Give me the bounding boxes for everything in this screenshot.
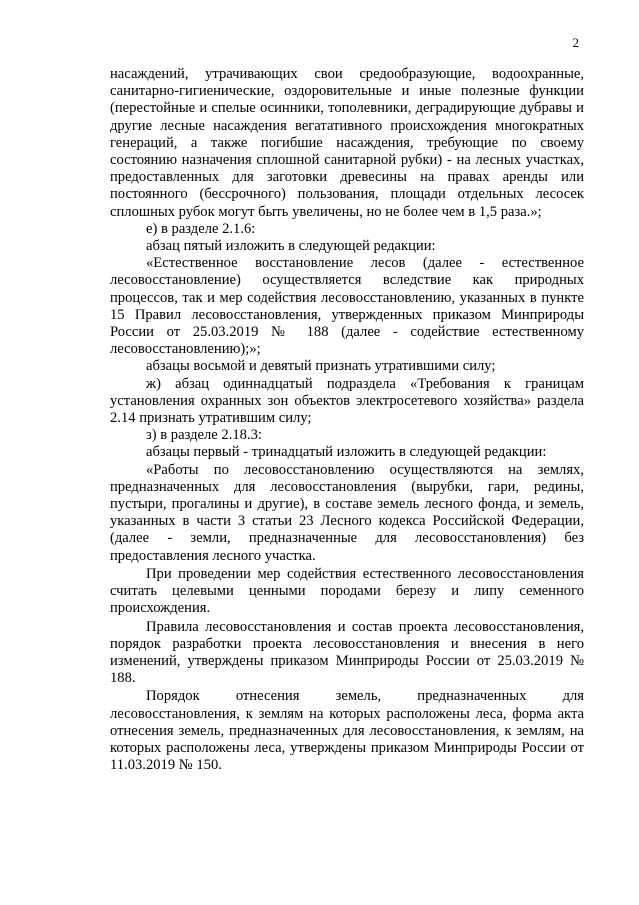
paragraph-5: абзацы восьмой и девятый признать утратившими силу;: [146, 358, 496, 375]
paragraph-11: Правила лесовосстановления и состав проекта лесовосстановления, порядок разработки проекта лесовосстановления и внесения в него изменений, утверждены приказом Минприроды России от 25.03.2019 № 188.: [110, 618, 584, 687]
paragraph-10: При проведении мер содействия естественного лесовосстановления считать целевыми ценными породами березу и липу семенного происхождения.: [110, 565, 584, 617]
paragraph-4: «Естественное восстановление лесов (далее - естественное лесовосстановление) осуществляется вследствие как природных процессов, так и мер содействия лесовосстановлению, указанных в пункте 15 Правил лесовосстановления, утвержденных приказом Минприроды России от 25.03.2019 № 188 (далее - содействие естественному лесовосстановлению);»;: [110, 255, 584, 358]
paragraph-9: «Работы по лесовосстановлению осуществляются на землях, предназначенных для лесовосстановления (вырубки, гари, редины, пустыри, прогалины и другие), в составе земель лесного фонда, и земель, указанных в части 3 статьи 23 Лесного кодекса Российской Федерации, (далее - земли, предназначенные для лесовосстановления) без предоставления лесного участка.: [110, 461, 584, 564]
paragraph-12: Порядок отнесения земель, предназначенных для лесовосстановления, к землям на которых расположены леса, форма акта отнесения земель, предназначенных для лесовосстановления, к землям, на которых расположены леса, утверждены приказом Минприроды России от 11.03.2019 № 150.: [110, 688, 584, 774]
paragraph-2: е) в разделе 2.1.6:: [146, 220, 256, 237]
paragraph-1: насаждений, утрачивающих свои средообразующие, водоохранные, санитарно-гигиенические, оздоровительные и иные полезные функции (перестойные и спелые осинники, тополевники, деградирующие дубравы и другие лесные насаждения вегатативного происхождения многократных генераций, а также погибшие насаждения, требующие по своему состоянию назначения сплошной санитарной рубки) - на лесных участках, предоставленных для заготовки древесины на правах аренды или постоянного (бессрочного) пользования, площади отдельных лесосек сплошных рубок могут быть увеличены, но не более чем в 1,5 раза.»;: [110, 66, 584, 220]
paragraph-7: з) в разделе 2.18.3:: [146, 427, 262, 444]
page-number: 2: [572, 35, 579, 50]
document-body: [110, 66, 584, 774]
paragraph-3: абзац пятый изложить в следующей редакции:: [146, 238, 436, 255]
paragraph-8: абзацы первый - тринадцатый изложить в следующей редакции:: [146, 444, 547, 461]
paragraph-6: ж) абзац одиннадцатый подраздела «Требования к границам установления охранных зон объектов электросетевого хозяйства» раздела 2.14 признать утратившим силу;: [110, 375, 584, 427]
